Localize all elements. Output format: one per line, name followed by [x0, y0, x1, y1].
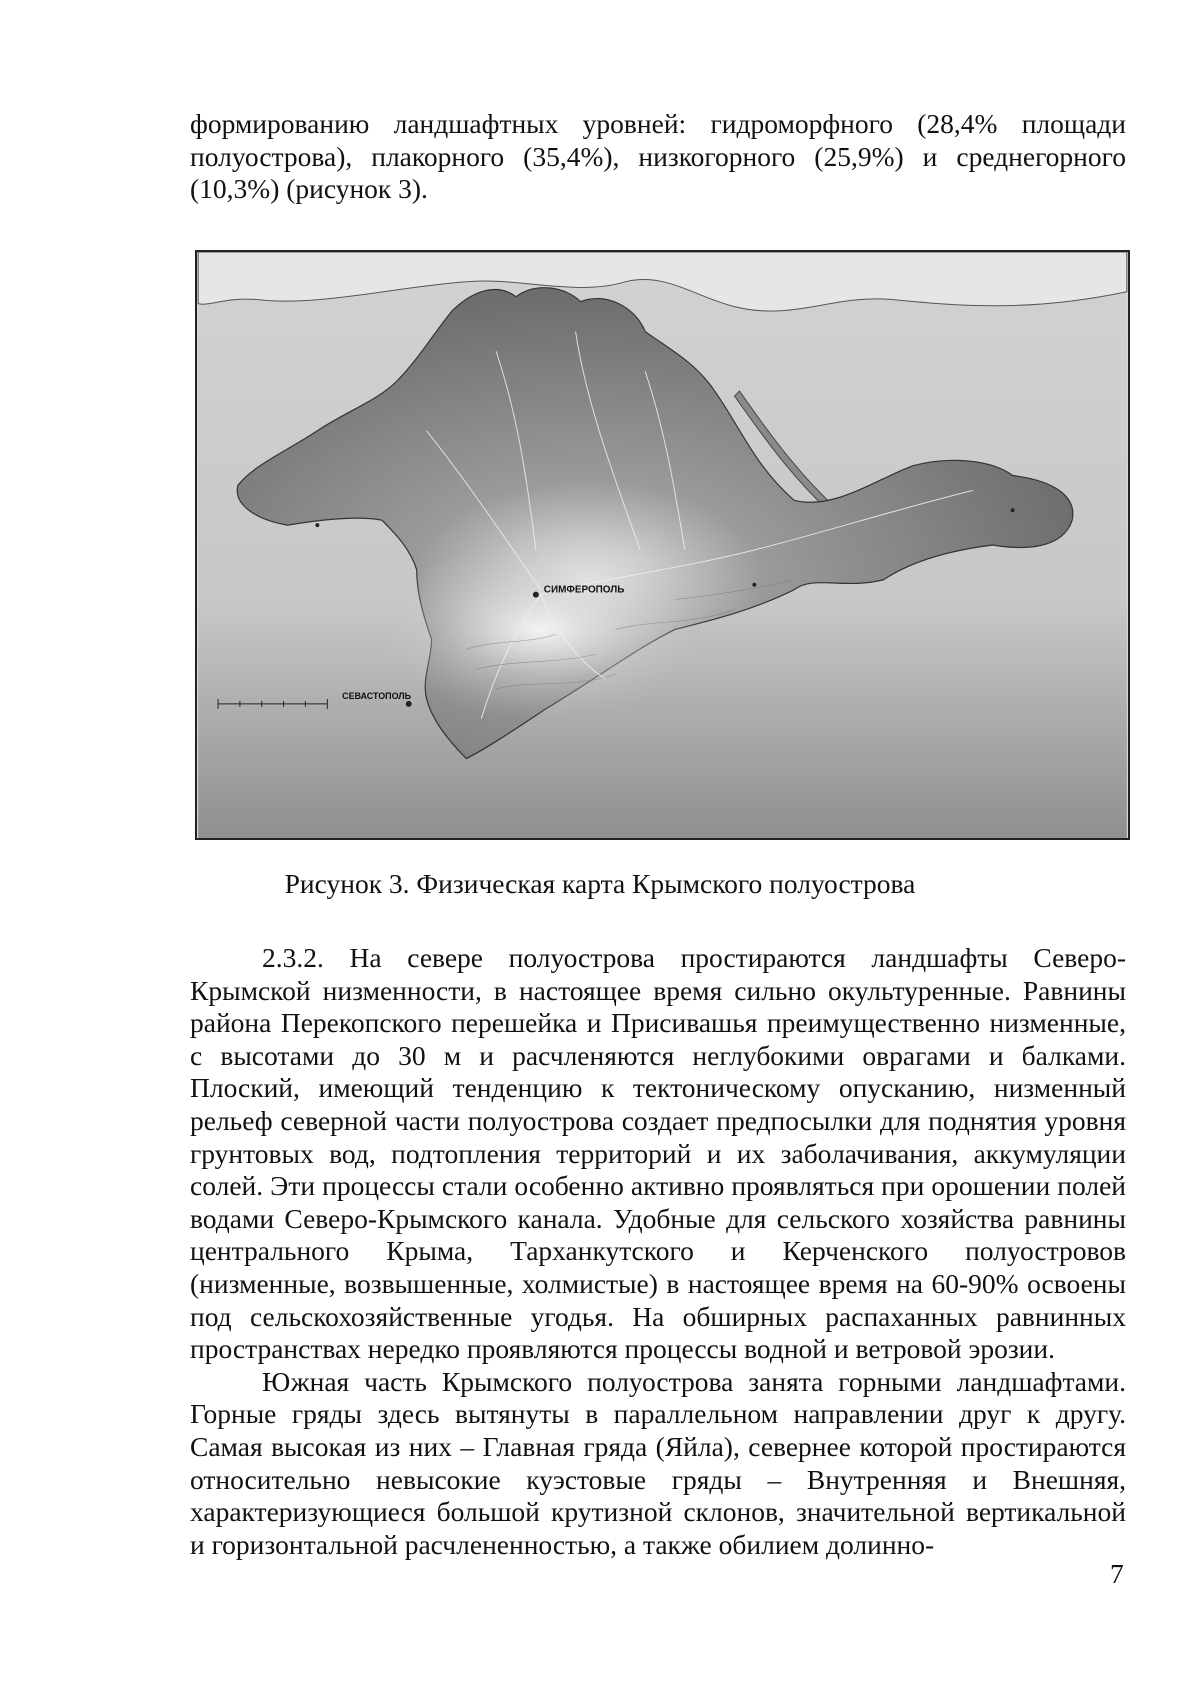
map-label-simferopol: СИМФЕРОПОЛЬ — [543, 584, 625, 596]
figure-caption: Рисунок 3. Физическая карта Крымского полуострова — [284, 868, 916, 899]
body-text — [190, 942, 1126, 1561]
crimea-physical-map — [195, 250, 1130, 840]
crimean-mountains-highlight — [372, 540, 710, 719]
map-label-sevastopol: СЕВАСТОПОЛЬ — [342, 690, 411, 701]
section-paragraph: 2.3.2. На севере полуострова простираются ландшафты Северо-Крымской низменности, в настоящее время сильно окультуренные. Равнины района Перекопского перешейка и Присивашья преимущественно низменные, с высотами до 30 м и расчленяются неглубокими оврагами и балками. Плоский, имеющий тенденцию к тектоническому опусканию, низменный рельеф северной части полуострова создает предпосылки для поднятия уровня грунтовых вод, подтопления территорий и их заболачивания, аккумуляции солей. Эти процессы стали особенно активно проявляться при орошении полей водами Северо-Крымского канала. Удобные для сельского хозяйства равнины центрального Крыма, Тарханкутского и Керченского полуостровов (низменные, возвышенные, холмистые) в настоящее время на 60-90% освоены под сельскохозяйственные угодья. На обширных распаханных равнинных пространствах нередко проявляются процессы водной и ветровой эрозии. — [190, 942, 1126, 1365]
mountain-paragraph: Южная часть Крымского полуострова занята горными ландшафтами. Горные гряды здесь вытянуты в параллельном направлении друг к другу. Самая высокая из них – Главная гряда (Яйла), севернее которой простираются относительно невысокие куэстовые гряды – Внутренняя и Внешняя, характеризующиеся большой крутизной склонов, значительной вертикальной и горизонтальной расчлененностью, а также обилием долинно- — [190, 1365, 1126, 1560]
page-number: 7 — [1110, 1558, 1124, 1589]
intro-text — [190, 108, 1126, 206]
intro-paragraph: формированию ландшафтных уровней: гидроморфного (28,4% площади полуострова), плакорного (35,4%), низкогорного (25,9%) и среднегорного (10,3%) (рисунок 3). — [190, 108, 1126, 205]
map-image — [197, 252, 1128, 838]
